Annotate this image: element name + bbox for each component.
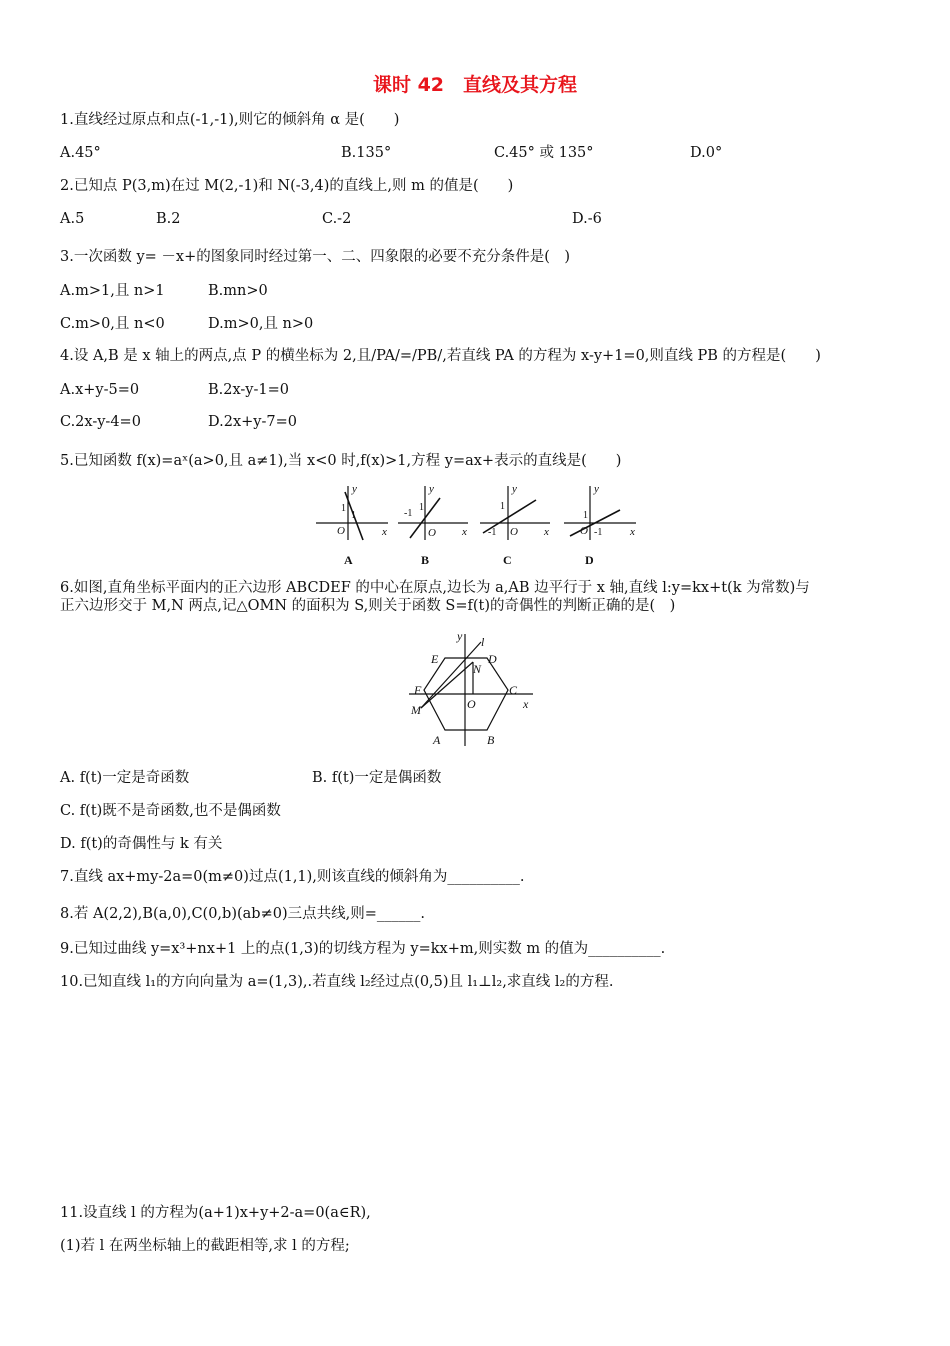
hex-label-c: C: [509, 683, 518, 697]
graph-label-c: C: [503, 553, 512, 567]
graph-b-x-label: x: [462, 526, 467, 538]
q4-option-c: C.2x-y-4=0: [60, 414, 141, 430]
q1-option-c: C.45° 或 135°: [494, 145, 594, 161]
graph-c-y-label: y: [512, 483, 517, 495]
graph-label-a: A: [344, 553, 353, 567]
graph-c-tick-neg1: -1: [488, 527, 497, 538]
q2-option-d: D.-6: [572, 211, 602, 227]
graph-a-origin: O: [337, 525, 345, 537]
graph-a-tick-1b: 1: [351, 510, 356, 521]
hex-label-m: M: [411, 703, 421, 717]
hex-label-e: E: [431, 652, 439, 666]
question-7-stem: 7.直线 ax+my-2a=0(m≠0)过点(1,1),则该直线的倾斜角为__________.: [60, 869, 525, 885]
graph-a-y-label: y: [352, 483, 357, 495]
q4-option-d: D.2x+y-7=0: [208, 414, 297, 430]
q6-option-a: A. f(t)一定是奇函数: [60, 770, 190, 786]
q2-option-c: C.-2: [322, 211, 352, 227]
q1-option-a: A.45°: [60, 145, 101, 161]
question-3-stem: 3.一次函数 y= －x+的图象同时经过第一、二、四象限的必要不充分条件是( ): [60, 249, 571, 265]
hex-label-o: O: [467, 697, 476, 711]
hexagon-figure: [405, 628, 540, 750]
q3-option-d: D.m>0,且 n>0: [208, 316, 314, 332]
question-11-stem: 11.设直线 l 的方程为(a+1)x+y+2-a=0(a∈R),: [60, 1205, 371, 1221]
graph-b-tick-neg1: -1: [404, 508, 413, 519]
question-1-stem: 1.直线经过原点和点(-1,-1),则它的倾斜角 α 是( ): [60, 112, 400, 128]
question-9-stem: 9.已知过曲线 y=x³+nx+1 上的点(1,3)的切线方程为 y=kx+m,则实数 m 的值为__________.: [60, 941, 666, 957]
q4-option-b: B.2x-y-1=0: [208, 382, 290, 398]
question-8-stem: 8.若 A(2,2),B(a,0),C(0,b)(ab≠0)三点共线,则=______.: [60, 906, 425, 922]
q4-option-a: A.x+y-5=0: [60, 382, 140, 398]
graph-a-tick-1: 1: [341, 503, 346, 514]
q1-option-b: B.135°: [341, 145, 392, 161]
q2-option-a: A.5: [60, 211, 85, 227]
hex-label-d: D: [488, 652, 497, 666]
hex-label-x: x: [523, 697, 529, 711]
graph-d-origin: O: [580, 525, 588, 537]
graph-b-tick-1: 1: [419, 502, 424, 513]
hex-label-a: A: [433, 733, 441, 747]
graph-b-y-label: y: [429, 483, 434, 495]
q2-option-b: B.2: [156, 211, 181, 227]
graph-d-tick-1: 1: [583, 510, 588, 521]
graph-b-origin: O: [428, 527, 436, 539]
q3-option-b: B.mn>0: [208, 283, 268, 299]
hex-label-l: l: [481, 635, 485, 649]
question-6-stem: 6.如图,直角坐标平面内的正六边形 ABCDEF 的中心在原点,边长为 a,AB 边平行于 x 轴,直线 l:y=kx+t(k 为常数)与: [60, 580, 810, 596]
graph-d-x-label: x: [630, 526, 635, 538]
question-6-stem-cont: 正六边形交于 M,N 两点,记△OMN 的面积为 S,则关于函数 S=f(t)的奇偶性的判断正确的是( ): [60, 598, 676, 614]
graph-d-tick-neg1: -1: [594, 527, 603, 538]
hex-label-y: y: [457, 629, 463, 643]
question-10-stem: 10.已知直线 l₁的方向向量为 a=(1,3),.若直线 l₂经过点(0,5)且 l₁⊥l₂,求直线 l₂的方程.: [60, 974, 614, 990]
graph-c-tick-1: 1: [500, 501, 505, 512]
question-2-stem: 2.已知点 P(3,m)在过 M(2,-1)和 N(-3,4)的直线上,则 m 的值是( ): [60, 178, 514, 194]
question-5-stem: 5.已知函数 f(x)=aˣ(a>0,且 a≠1),当 x<0 时,f(x)>1,方程 y=ax+表示的直线是( ): [60, 453, 622, 469]
question-4-stem: 4.设 A,B 是 x 轴上的两点,点 P 的横坐标为 2,且/PA/=/PB/,若直线 PA 的方程为 x-y+1=0,则直线 PB 的方程是( ): [60, 348, 821, 364]
question-11-part-1: (1)若 l 在两坐标轴上的截距相等,求 l 的方程;: [60, 1238, 350, 1254]
q1-option-d: D.0°: [690, 145, 723, 161]
hex-label-f: F: [414, 683, 422, 697]
q3-option-c: C.m>0,且 n<0: [60, 316, 165, 332]
q6-option-c: C. f(t)既不是奇函数,也不是偶函数: [60, 803, 281, 819]
q6-option-b: B. f(t)一定是偶函数: [312, 770, 442, 786]
q6-option-d: D. f(t)的奇偶性与 k 有关: [60, 836, 223, 852]
q3-option-a: A.m>1,且 n>1: [60, 283, 165, 299]
graph-c-x-label: x: [544, 526, 549, 538]
graph-a-x-label: x: [382, 526, 387, 538]
hex-label-b: B: [487, 733, 495, 747]
page-title: 课时 42 直线及其方程: [372, 74, 578, 96]
q5-graph-options: [308, 478, 648, 570]
graph-label-d: D: [585, 553, 594, 567]
graph-label-b: B: [421, 553, 430, 567]
graph-c-origin: O: [510, 526, 518, 538]
hex-label-n: N: [473, 662, 482, 676]
graph-d-y-label: y: [594, 483, 599, 495]
